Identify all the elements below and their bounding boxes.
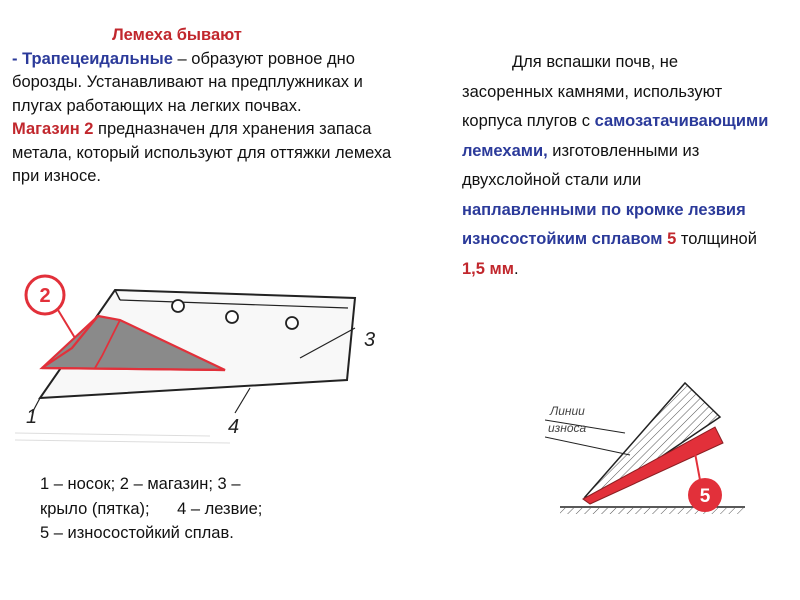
hardfacing-highlight: наплавленными по кромке лезвия износостойким сплавом — [462, 200, 746, 248]
dash: - — [12, 49, 23, 68]
magazine-label: Магазин 2 — [12, 120, 94, 138]
wear-label-line2: износа — [548, 421, 587, 435]
bolt-hole — [172, 300, 184, 312]
right-text-block — [462, 48, 772, 284]
legend-line: 1 – носок; 2 – магазин; 3 – — [40, 475, 241, 493]
legend — [40, 472, 360, 546]
badge-alloy-number: 5 — [699, 486, 711, 507]
share-type-name: Трапецеидальные — [22, 49, 173, 68]
alloy-number: 5 — [667, 230, 677, 248]
wear-label-line1: Линии — [550, 404, 585, 418]
share-type-description: – образуют ровное дно борозды. Устанавливают на предплужниках и плугах работающих на легких почвах. — [12, 49, 363, 115]
cross-section-diagram — [545, 375, 755, 525]
label-blade: 4 — [228, 416, 240, 438]
self-sharpening-highlight: самозатачивающими лемехами, — [462, 112, 769, 160]
legend-line: крыло (пятка); 4 – лезвие; — [40, 499, 263, 518]
bolt-hole — [226, 311, 238, 323]
label-toe: 1 — [26, 406, 38, 428]
legend-line: 5 – износостойкий сплав. — [40, 524, 234, 542]
label-wing: 3 — [364, 329, 376, 351]
thickness-value: 1,5 мм — [462, 259, 514, 278]
bolt-hole — [286, 317, 298, 329]
intro-text: Для вспашки почв, не засоренных камнями, используют корпуса плугов с — [462, 53, 723, 130]
section-heading: Лемеха бывают — [112, 26, 242, 44]
middle-text: изготовленными из двухслойной стали или — [462, 141, 700, 189]
period: . — [513, 259, 519, 278]
magazine-description: предназначен для хранения запаса метала, который используют для оттяжки лемеха при износе. — [12, 120, 392, 185]
ground-hatch — [560, 508, 745, 514]
left-text-block — [12, 24, 402, 189]
thickness-text: толщиной — [676, 230, 757, 248]
ground-shading — [15, 433, 230, 443]
badge-magazine-number: 2 — [39, 285, 51, 307]
plowshare-diagram — [10, 268, 410, 453]
